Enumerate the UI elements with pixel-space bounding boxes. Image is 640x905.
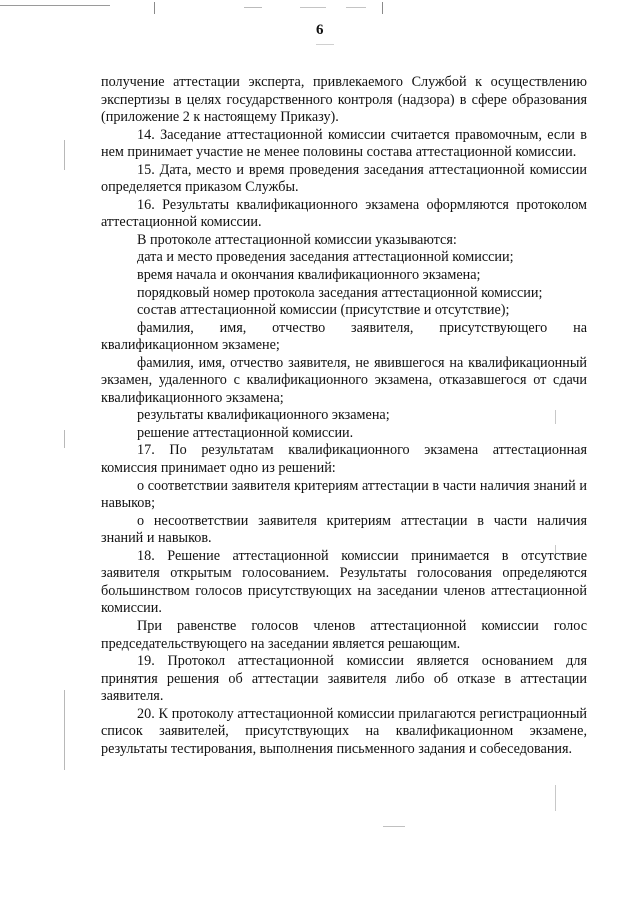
scan-line — [154, 2, 155, 14]
scan-speck — [383, 826, 405, 827]
scan-line — [346, 7, 366, 8]
paragraph: получение аттестации эксперта, привлекаемого Службой к осуществлению экспертизы в целях государственного контроля (надзора) в сфере образования (приложение 2 к настоящему Приказу). — [101, 74, 587, 126]
paragraph: о соответствии заявителя критериям аттестации в части наличия знаний и навыков; — [101, 477, 587, 512]
paragraph: 14. Заседание аттестационной комиссии считается правомочным, если в нем принимает участие не менее половины состава аттестационной комиссии. — [101, 126, 587, 161]
paragraph: фамилия, имя, отчество заявителя, присутствующего на квалификационном экзамене; — [101, 319, 587, 354]
paragraph: фамилия, имя, отчество заявителя, не явившегося на квалификационный экзамен, удаленного с квалификационного экзамена, отказавшегося от сдачи квалификационного экзамена; — [101, 354, 587, 406]
paragraph: результаты квалификационного экзамена; — [137, 407, 390, 424]
paragraph: В протоколе аттестационной комиссии указываются: — [137, 231, 457, 248]
paragraph: порядковый номер протокола заседания аттестационной комиссии; — [137, 284, 543, 301]
scan-speck — [316, 44, 334, 45]
scan-line — [382, 2, 383, 14]
margin-mark — [64, 140, 65, 170]
scan-artifacts-top — [0, 0, 640, 18]
paragraph: состав аттестационной комиссии (присутствие и отсутствие); — [137, 302, 510, 319]
paragraph: 19. Протокол аттестационной комиссии является основанием для принятия решения об аттестации заявителя либо об отказе в аттестации заявителя. — [101, 653, 587, 705]
page-number: 6 — [316, 22, 324, 38]
margin-mark — [64, 690, 65, 770]
paragraph: 20. К протоколу аттестационной комиссии прилагаются регистрационный список заявителей, присутствующих на квалификационном экзамене, результаты тестирования, выполнения письменного задания и собеседования. — [101, 705, 587, 757]
scan-line — [244, 7, 262, 8]
scan-line — [300, 7, 326, 8]
paragraph: 16. Результаты квалификационного экзамена оформляются протоколом аттестационной комиссии. — [101, 196, 587, 231]
paragraph: дата и место проведения заседания аттестационной комиссии; — [137, 249, 514, 266]
paragraph: решение аттестационной комиссии. — [137, 424, 354, 441]
scan-line — [0, 5, 110, 6]
paragraph: о несоответствии заявителя критериям аттестации в части наличия знаний и навыков. — [101, 512, 587, 547]
paragraph: 15. Дата, место и время проведения заседания аттестационной комиссии определяется приказом Службы. — [101, 161, 587, 196]
paragraph: При равенстве голосов членов аттестационной комиссии голос председательствующего на заседании является решающим. — [101, 617, 587, 652]
paragraph: время начала и окончания квалификационного экзамена; — [137, 267, 481, 284]
margin-mark — [555, 785, 556, 811]
document-body — [101, 74, 587, 758]
margin-mark — [64, 430, 65, 448]
paragraph: 17. По результатам квалификационного экзамена аттестационная комиссия принимает одно из решений: — [101, 442, 587, 477]
paragraph: 18. Решение аттестационной комиссии принимается в отсутствие заявителя открытым голосованием. Результаты голосования определяются большинством голосов присутствующих на заседании членов аттестационной комиссии. — [101, 547, 587, 617]
